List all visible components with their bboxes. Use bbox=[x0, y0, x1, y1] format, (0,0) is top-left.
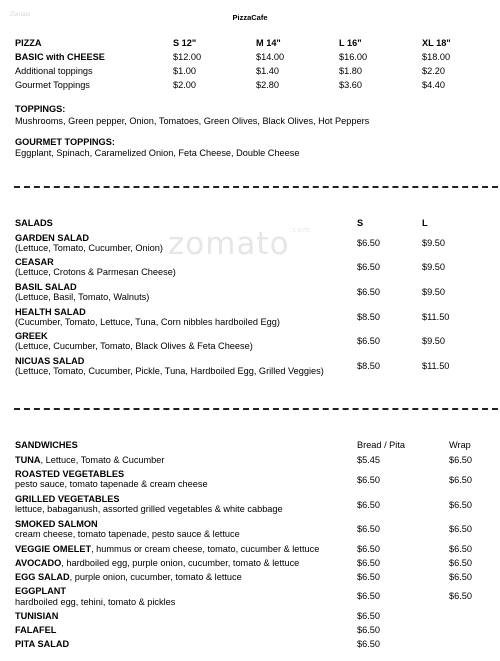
pizza-price: $2.80 bbox=[256, 80, 279, 90]
sandwich-price-wrap: $6.50 bbox=[449, 591, 472, 601]
sandwich-price-wrap: $6.50 bbox=[449, 500, 472, 510]
corner-watermark: Zomato bbox=[10, 12, 31, 18]
salad-price-small: $8.50 bbox=[357, 361, 380, 371]
watermark-text: zomato bbox=[168, 226, 290, 262]
salad-name: NICUAS SALAD bbox=[15, 356, 85, 366]
sandwich-price-bread: $6.50 bbox=[357, 611, 380, 621]
sandwich-price-wrap: $6.50 bbox=[449, 572, 472, 582]
sandwich-desc: lettuce, babaganush, assorted grilled vegetables & white cabbage bbox=[15, 504, 283, 514]
pizza-size-large: L 16" bbox=[339, 38, 362, 48]
section-divider bbox=[14, 408, 498, 410]
sandwich-price-wrap: $6.50 bbox=[449, 524, 472, 534]
pizza-row-name: Gourmet Toppings bbox=[15, 80, 90, 90]
toppings-heading: TOPPINGS: bbox=[15, 104, 66, 114]
sandwich-price-wrap: $6.50 bbox=[449, 475, 472, 485]
pizza-price: $3.60 bbox=[339, 80, 362, 90]
sandwiches-col-bread: Bread / Pita bbox=[357, 440, 406, 450]
watermark-suffix: .com bbox=[289, 226, 311, 234]
sandwich-item bbox=[15, 544, 319, 554]
salad-desc: (Lettuce, Cucumber, Tomato, Black Olives & Feta Cheese) bbox=[15, 341, 253, 351]
salad-price-large: $9.50 bbox=[422, 262, 445, 272]
sandwich-name: GRILLED VEGETABLES bbox=[15, 494, 120, 504]
salad-name: HEALTH SALAD bbox=[15, 307, 86, 317]
salad-desc: (Lettuce, Basil, Tomato, Walnuts) bbox=[15, 292, 150, 302]
pizza-size-xlarge: XL 18" bbox=[422, 38, 451, 48]
sandwich-price-bread: $6.50 bbox=[357, 524, 380, 534]
sandwich-name: AVOCADO bbox=[15, 558, 62, 568]
pizza-size-small: S 12" bbox=[173, 38, 197, 48]
sandwich-item bbox=[15, 558, 299, 568]
sandwich-name: FALAFEL bbox=[15, 625, 57, 635]
pizza-price: $1.80 bbox=[339, 66, 362, 76]
sandwich-desc: , hummus or cream cheese, tomato, cucumber & lettuce bbox=[91, 544, 320, 554]
salad-name: GARDEN SALAD bbox=[15, 233, 90, 243]
sandwich-name: VEGGIE OMELET bbox=[15, 544, 92, 554]
sandwich-desc: , hardboiled egg, purple onion, cucumber, tomato & lettuce bbox=[61, 558, 300, 568]
sandwich-price-bread: $5.45 bbox=[357, 455, 380, 465]
salad-desc: (Cucumber, Tomato, Lettuce, Tuna, Corn nibbles hardboiled Egg) bbox=[15, 317, 280, 327]
pizza-price: $12.00 bbox=[173, 52, 202, 62]
sandwich-name: EGG SALAD bbox=[15, 572, 70, 582]
sandwich-price-bread: $6.50 bbox=[357, 591, 380, 601]
pizza-price: $4.40 bbox=[422, 80, 445, 90]
salads-col-large: L bbox=[422, 218, 428, 228]
pizza-price: $18.00 bbox=[422, 52, 451, 62]
salad-name: BASIL SALAD bbox=[15, 282, 77, 292]
sandwich-desc: , Lettuce, Tomato & Cucumber bbox=[40, 455, 165, 465]
gourmet-toppings-list: Eggplant, Spinach, Caramelized Onion, Feta Cheese, Double Cheese bbox=[15, 148, 300, 158]
salad-price-small: $6.50 bbox=[357, 287, 380, 297]
menu-title: PizzaCafe bbox=[232, 13, 268, 22]
sandwich-name: SMOKED SALMON bbox=[15, 519, 98, 529]
salad-name: CEASAR bbox=[15, 257, 54, 267]
sandwich-desc: , purple onion, cucumber, tomato & lettuce bbox=[69, 572, 242, 582]
sandwich-desc: pesto sauce, tomato tapenade & cream cheese bbox=[15, 479, 208, 489]
salad-price-large: $9.50 bbox=[422, 287, 445, 297]
salads-heading: SALADS bbox=[15, 218, 53, 228]
salad-price-small: $8.50 bbox=[357, 312, 380, 322]
toppings-list: Mushrooms, Green pepper, Onion, Tomatoes, Green Olives, Black Olives, Hot Peppers bbox=[15, 116, 370, 126]
sandwich-item bbox=[15, 455, 164, 465]
salad-price-large: $11.50 bbox=[422, 312, 450, 322]
gourmet-toppings-heading: GOURMET TOPPINGS: bbox=[15, 137, 115, 147]
salads-col-small: S bbox=[357, 218, 364, 228]
zomato-watermark bbox=[168, 226, 311, 262]
pizza-price: $16.00 bbox=[339, 52, 368, 62]
salad-desc: (Lettuce, Tomato, Cucumber, Onion) bbox=[15, 243, 163, 253]
sandwich-item bbox=[15, 572, 242, 582]
sandwich-name: TUNA bbox=[15, 455, 41, 465]
sandwich-price-bread: $6.50 bbox=[357, 500, 380, 510]
sandwich-name: PITA SALAD bbox=[15, 639, 70, 649]
salad-name: GREEK bbox=[15, 331, 48, 341]
salad-price-small: $6.50 bbox=[357, 262, 380, 272]
pizza-row-name: BASIC with CHEESE bbox=[15, 52, 105, 62]
pizza-heading: PIZZA bbox=[15, 38, 42, 48]
section-divider bbox=[14, 186, 498, 188]
sandwich-price-bread: $6.50 bbox=[357, 558, 380, 568]
sandwich-price-wrap: $6.50 bbox=[449, 544, 472, 554]
sandwich-name: EGGPLANT bbox=[15, 586, 67, 596]
sandwich-price-bread: $6.50 bbox=[357, 625, 380, 635]
pizza-price: $2.00 bbox=[173, 80, 196, 90]
salad-desc: (Lettuce, Crotons & Parmesan Cheese) bbox=[15, 267, 176, 277]
sandwich-price-bread: $6.50 bbox=[357, 544, 380, 554]
pizza-size-medium: M 14" bbox=[256, 38, 281, 48]
sandwiches-heading: SANDWICHES bbox=[15, 440, 78, 450]
sandwich-price-wrap: $6.50 bbox=[449, 558, 472, 568]
sandwich-desc: hardboiled egg, tehini, tomato & pickles bbox=[15, 597, 176, 607]
pizza-price: $1.00 bbox=[173, 66, 196, 76]
sandwich-price-bread: $6.50 bbox=[357, 475, 380, 485]
salad-price-large: $9.50 bbox=[422, 238, 445, 248]
salad-price-small: $6.50 bbox=[357, 238, 380, 248]
salad-price-large: $9.50 bbox=[422, 336, 445, 346]
salad-price-small: $6.50 bbox=[357, 336, 380, 346]
pizza-price: $2.20 bbox=[422, 66, 445, 76]
sandwich-name: ROASTED VEGETABLES bbox=[15, 469, 125, 479]
salad-price-large: $11.50 bbox=[422, 361, 450, 371]
sandwich-price-bread: $6.50 bbox=[357, 572, 380, 582]
pizza-row-name: Additional toppings bbox=[15, 66, 93, 76]
salad-desc: (Lettuce, Tomato, Cucumber, Pickle, Tuna, Hardboiled Egg, Grilled Veggies) bbox=[15, 366, 324, 376]
sandwich-desc: cream cheese, tomato tapenade, pesto sauce & lettuce bbox=[15, 529, 240, 539]
sandwich-price-wrap: $6.50 bbox=[449, 455, 472, 465]
sandwiches-col-wrap: Wrap bbox=[449, 440, 471, 450]
sandwich-name: TUNISIAN bbox=[15, 611, 59, 621]
pizza-price: $14.00 bbox=[256, 52, 285, 62]
sandwich-price-bread: $6.50 bbox=[357, 639, 380, 649]
pizza-price: $1.40 bbox=[256, 66, 279, 76]
